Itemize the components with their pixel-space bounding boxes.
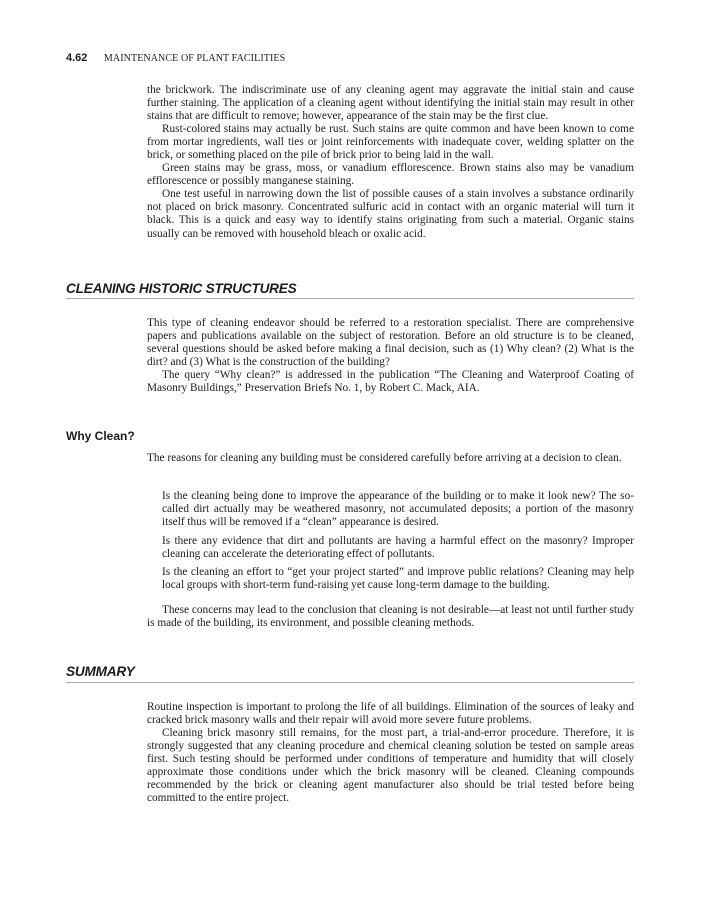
summary-paragraph-2: Cleaning brick masonry still remains, for the most part, a trial-and-error procedure. Therefore, it is strongly suggested that any cleaning procedure and chemical cleaning solution be tested on sample areas first. Such testing should be performed under conditions of temperature and humidity that will closely approximate those conditions under which the brick masonry will be cleaned. Cleaning compounds recommended by the brick or cleaning agent manufacturer also should be trial tested before being committed to the entire project. xyxy=(147,727,634,805)
summary-paragraph-1: Routine inspection is important to prolong the life of all buildings. Elimination of the sources of leaky and cracked brick masonry walls and their repair will avoid more severe future problems. xyxy=(147,701,634,727)
intro-section xyxy=(147,84,634,241)
why-clean-conclusion xyxy=(147,604,634,630)
list-item: Is there any evidence that dirt and pollutants are having a harmful effect on the masonry? Improper cleaning can accelerate the deteriorating effect of pollutants. xyxy=(162,535,634,561)
list-item: Is the cleaning an effort to “get your project started” and improve public relations? Cleaning may help local groups with short-term fund-raising yet cause long-term damage to the building. xyxy=(162,566,634,592)
section-divider xyxy=(66,682,634,683)
historic-paragraph-2: The query “Why clean?” is addressed in the publication “The Cleaning and Waterproof Coating of Masonry Buildings,” Preservation Briefs No. 1, by Robert C. Mack, AIA. xyxy=(147,369,634,395)
section-divider xyxy=(66,298,634,299)
summary-section xyxy=(147,701,634,805)
why-clean-intro xyxy=(147,452,634,465)
why-clean-question-3 xyxy=(162,566,634,592)
running-header xyxy=(66,52,285,64)
why-clean-question-2 xyxy=(162,535,634,561)
section-heading-summary: SUMMARY xyxy=(66,664,135,679)
historic-section xyxy=(147,317,634,395)
list-item: Is the cleaning being done to improve the appearance of the building or to make it look new? The so-called dirt actually may be weathered masonry, not accumulated deposits; a portion of the masonry itself thus will be removed if a “clean” appearance is desired. xyxy=(162,490,634,529)
intro-paragraph-1: the brickwork. The indiscriminate use of any cleaning agent may aggravate the initial stain and cause further staining. The application of a cleaning agent without identifying the initial stain may result in other stains that are difficult to remove; however, appearance of the stain may be the first clue. xyxy=(147,84,634,123)
intro-paragraph-4: One test useful in narrowing down the list of possible causes of a stain involves a substance ordinarily not placed on brick masonry. Concentrated sulfuric acid in contact with an organic material will turn it black. This is a quick and easy way to identify stains originating from such a material. Organic stains usually can be removed with household bleach or oxalic acid. xyxy=(147,188,634,240)
historic-paragraph-1: This type of cleaning endeavor should be referred to a restoration specialist. There are comprehensive papers and publications available on the subject of restoration. Before an old structure is to be cleaned, several questions should be asked before making a final decision, such as (1) Why clean? (2) What is the dirt? and (3) What is the construction of the building? xyxy=(147,317,634,369)
page-number: 4.62 xyxy=(66,52,88,64)
why-clean-paragraph-1: The reasons for cleaning any building must be considered carefully before arriving at a decision to clean. xyxy=(147,452,622,464)
subsection-heading-why-clean: Why Clean? xyxy=(66,429,135,443)
chapter-title: MAINTENANCE OF PLANT FACILITIES xyxy=(103,53,286,64)
section-heading-historic: CLEANING HISTORIC STRUCTURES xyxy=(66,281,297,296)
intro-paragraph-2: Rust-colored stains may actually be rust. Such stains are quite common and have been known to come from mortar ingredients, wall ties or joint reinforcements with inadequate cover, welding splatter on the brick, or something placed on the pile of brick prior to being laid in the wall. xyxy=(147,123,634,162)
intro-paragraph-3: Green stains may be grass, moss, or vanadium efflorescence. Brown stains also may be vanadium efflorescence or possibly manganese staining. xyxy=(147,162,634,188)
why-clean-paragraph-2: These concerns may lead to the conclusion that cleaning is not desirable—at least not until further study is made of the building, its environment, and possible cleaning methods. xyxy=(147,604,634,630)
why-clean-question-1 xyxy=(162,490,634,529)
